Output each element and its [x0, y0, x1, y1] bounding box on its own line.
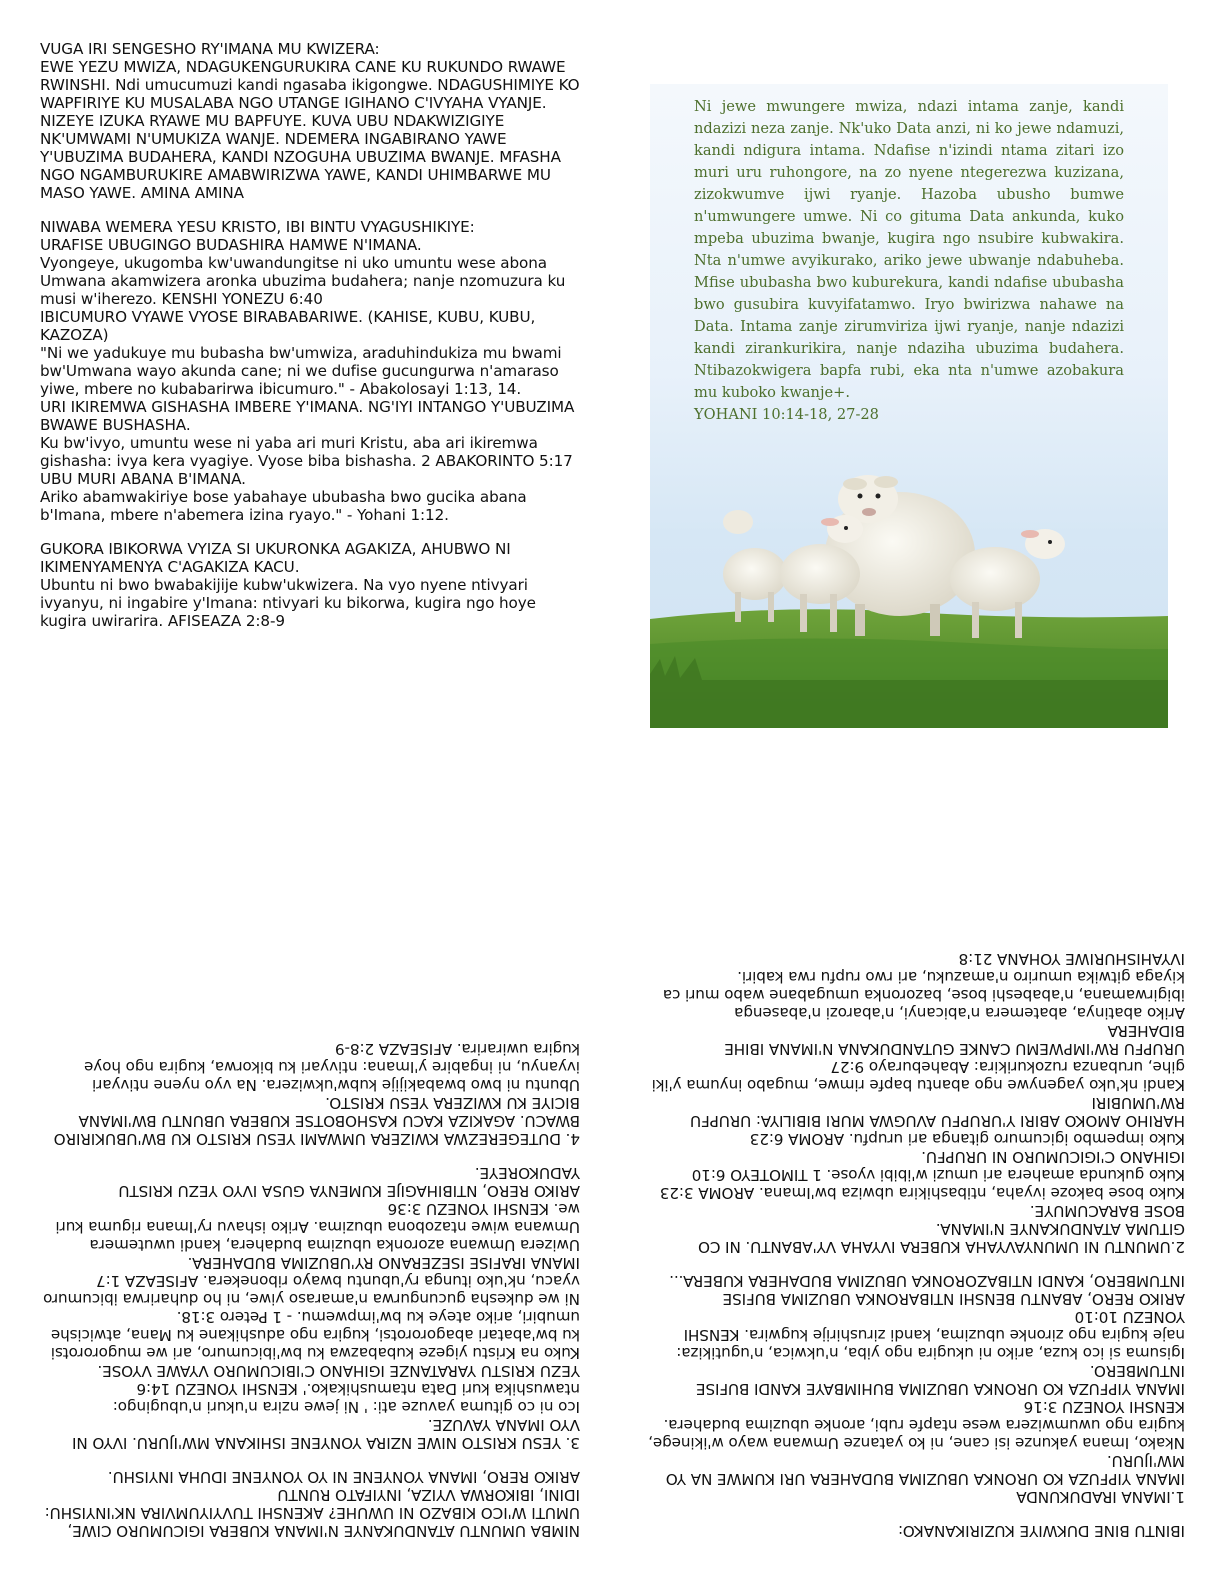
assurance-paragraph: NIWABA WEMERA YESU KRISTO, IBI BINTU VYAGUSHIKIYE: URAFISE UBUGINGO BUDASHIRA HAMWE N'IMANA. Vyongeye, ukugomba kw'uwandungitse ni uko umuntu wese abona Umwana akamwizera aronka ubuzima budahera; nanje nzomuzura ku musi w'iherezo. KENSHI YONEZU 6:40 IBICUMURO VYAWE VYOSE BIRABABARIWE. (KAHISE, KUBU, KUBU, KAZOZA) "Ni we yadukuye mu bubasha bw'umwiza, araduhindukiza mu bwami bw'Umwana wayo akunda cane; ni we dufise gucungurwa n'amaraso yiwe, mbere no kubabarirwa ibicumuro." - Abakolosayi 1:13, 14. URI IKIREMWA GISHASHA IMBERE Y'IMANA. NG'IYI INTANGO Y'UBUZIMA BWAWE BUSHASHA. Ku bw'ivyo, umuntu wese ni yaba ari muri Kristu, aba ari ikiremwa gishasha: ivya kera vyagiye. Vyose biba bishasha. 2 ABAKORINTO 5:17 UBU MURI ABANA B'IMANA. Ariko abamwakiriye bose yabahaye ububasha bwo gucika abana b'Imana, mbere n'abemera izina ryayo." - Yohani 1:12.: [40, 218, 575, 524]
bottom-right-panel: [645, 820, 1185, 1540]
four-things-heading: IBINTU BINE DUKWIYE KUZIRIKANAKO:: [898, 1522, 1185, 1540]
verse-body: Ni jewe mwungere mwiza, ndazi intama zanje, kandi ndazizi neza zanje. Nk'uko Data anzi, ni ko jewe ndamuzi, kandi ndigura intama. Ndafise n'izindi ntama zitari izo muri uru ruhongore, na zo nyene ntegerezwa kuzizana, zizokwumve ijwi ryanje. Hazoba ubusho bumwe n'umwungere umwe. Ni co gituma Data ankunda, kuko mpeba ubuzima bwanje, kugira ngo nsubire kubwakira. Nta n'umwe avyikurako, ariko jewe ubwanje ndabuheba. Mfise ububasha bwo kuburekura, kandi ndafise ububasha bwo gusubira kuvyifatamwo. Iryo bwirizwa nahawe na Data. Intama zanje zirumviriza ijwi ryanje, nanje ndazizi kandi zirankurikira, nanje ndaziha ubuzima budahera. Ntibazokwigera bapfa rubi, eka nta n'umwe azobakura mu kuboko kwanje+.: [694, 98, 1124, 401]
jesus-way-paragraph: 3. YESU KRISTO NIWE NZIRA YONYENE ISHIKANA MW'IJURU. IVYO NI VYO IMANA YAVUZE. Ico ni co gituma yavuze ati: ' Ni jewe nzira n'ukuri n'ubugingo: ntawushika kuri Data ntamushikako.' KENSHI YONEZU 14:6 YEZU KRISTU YARATANZE IGIHANO C'IBICUMURO VYAWE VYOSE. Kuko na Kristu yigeze kubabazwa ku bw'ibicumuro, ari we mugororotsi ku bw'abatari abagororotsi, kugira ngo adushikane ku Mana, atwicishe umubiri, ariko ateye ku bw'impwemu. - 1 Petero 3:18. Ni we dukesha gucungurwa n'amaraso yiwe, ni ho duharirwa ibicumuro vyacu, nk'uko itunga ry'ubuntu bwayo ribonekera. AFISEAZA 1:7 IMANA IRAFISE ISEZERANO RY'UBUZIMA BUDAHERA. Uwizera Umwana azoronka ubuzima budahera, kandi uwutemera Umwana wiwe ntazobona ubuzima. Ariko ishavu ry'Imana riguma kuri we. KENSHI YONEZU 3:36 ARIKO RERO, NTIBIHAGIJE KUMENYA GUSA IVYO YEZU KRISTU YADUKOREYE.: [43, 1164, 580, 1452]
verse-reference: YOHANI 10:14-18, 27-28: [694, 406, 879, 423]
sheep-with-lambs-icon: [650, 444, 1168, 728]
believe-paragraph: 4. DUTEGEREZWA KWIZERA UMWAMI YESU KRISTO KU BW'UBUKIRIRO BWACU. AGAKIZA KACU KASHOBOTSE KUBERA UBUNTU BW'IMANA BICIYE KU KWIZERA YESU KRISTO. Ubuntu ni bwo bwabakijije kubw'ukwizera. Na vyo nyene ntivyari ivyanyu, ni ingabire y'Imana: ntivyari ku bikorwa, kugira ngo hoye kugira uwirarira. AFISEAZA 2:8-9: [53, 1040, 580, 1148]
good-works-paragraph: GUKORA IBIKORWA VYIZA SI UKURONKA AGAKIZA, AHUBWO NI IKIMENYAMENYA C'AGAKIZA KACU. Ubuntu ni bwo bwabakijije kubw'ukwizera. Na vyo nyene ntivyari ivyanyu, ni ingabire y'Imana: ntivyari ku bikorwa, kugira ngo hoye kugira uwirarira. AFISEAZA 2:8-9: [40, 540, 536, 630]
bottom-left-panel: [40, 820, 580, 1540]
prayer-paragraph: VUGA IRI SENGESHO RY'IMANA MU KWIZERA: EWE YEZU MWIZA, NDAGUKENGURUKIRA CANE KU RUKUNDO RWAWE RWINSHI. Ndi umucumuzi kandi ngasaba ikigongwe. NDAGUSHIMIYE KO WAPFIRIYE KU MUSALABA NGO UTANGE IGIHANO C'IVYAHA VYANJE. NIZEYE IZUKA RYAWE MU BAPFUYE. KUVA UBU NDAKWIZIGIYE NK'UMWAMI N'UMUKIZA WANJE. NDEMERA INGABIRANO YAWE Y'UBUZIMA BUDAHERA, KANDI NZOGUHA UBUZIMA BWANJE. MFASHA NGO NGAMBURUKIRE AMABWIRIZWA YAWE, KANDI UHIMBARWE MU MASO YAWE. AMINA AMINA: [40, 40, 580, 202]
verse-text: [694, 96, 1124, 426]
top-left-panel: [40, 40, 580, 760]
sin-paragraph: 2.UMUNTU NI UMUNYAVYAHA KUBERA IVYAHA VY'ABANTU. NI CO GITUMA ATANDUKANYE N'IMANA. BOSE BARACUMUYE. Kuko bose bakoze ivyaha, ntibashikira ubwiza bw'Imana. AROMA 3:23 Kuko gukunda amahera ari umuzi w'ibibi vyose. 1 TIMOTEYO 6:10 IGIHANO C'IGICUMURO NI URUPFU. Kuko impembo igicumuro gitanga ari urupfu. AROMA 6:23 HARIHO AMOKO ABIRI Y'URUPFU AVUGWA MURI BIBILIYA: URUPFU RW'UMUBIRI Kandi nk'uko yagenywe ngo abantu bapfe rimwe, mugabo inyuma y'iki gihe, urubanza ruzokurikira: Abaheburayo 9:27 URUPFU RW'IMPWEMU CANKE GUTANDUKANA N'IMANA IBIHE BIDAHERA Ariko abatinya, abatemera n'abicanyi, n'abarozi n'abasenga ibigirwamana, n'ababeshi bose, bazoronka umugabane wabo muri ca kiyaga gitwika umuriro n'amazuku, ari rwo rupfu rwa kabiri. IVYAHISHURIWE YOHANA 21:8: [651, 950, 1185, 1256]
shepherd-verse-image: [650, 84, 1168, 728]
remedy-paragraph: NIMBA UMUNTU ATANDUKANYE N'IMANA KUBERA IGICUMURO CIWE, UMUTI W'ICO KIBAZO NI UWUHE? AKENSHI TUVYIYUMVIRA NK'INYISHU: IDINI, IBIKORWA VYIZA, INYIFATO RUNTU ARIKO RERO, IMANA YONYENE NI YO YONYENE IDUHA INYISHU.: [44, 1468, 580, 1540]
god-loves-paragraph: 1.IMANA IRADUKUNDA IMANA YIPFUZA KO URONKA UBUZIMA BUDAHERA URI KUMWE NA YO MW'IJURU. Nkako, Imana yakunze isi cane, ni ko yatanze Umwana wayo w'ikinege, kugira ngo uwumwizera wese ntapfe rubi, aronke ubuzima budahera. KENSHI YONEZU 3:16 IMANA YIPFUZA KO URONKA UBUZIMA BUHIMBAYE KANDI BUFISE INTUMBERO. Igisuma si ico kuza, ariko ni ukugira ngo yiba, n'ukwica, n'ugutikiza: naje kugira ngo zironke ubuzima, kandi zirushirije kugwira. KENSHI YONEZU 10:10 ARIKO RERO, ABANTU BENSHI NTIBARONKA UBUZIMA BUFISE INTUMBERO, KANDI NTIBAZORONKA UBUZIMA BUDAHERA KUBERA...: [648, 1272, 1185, 1506]
